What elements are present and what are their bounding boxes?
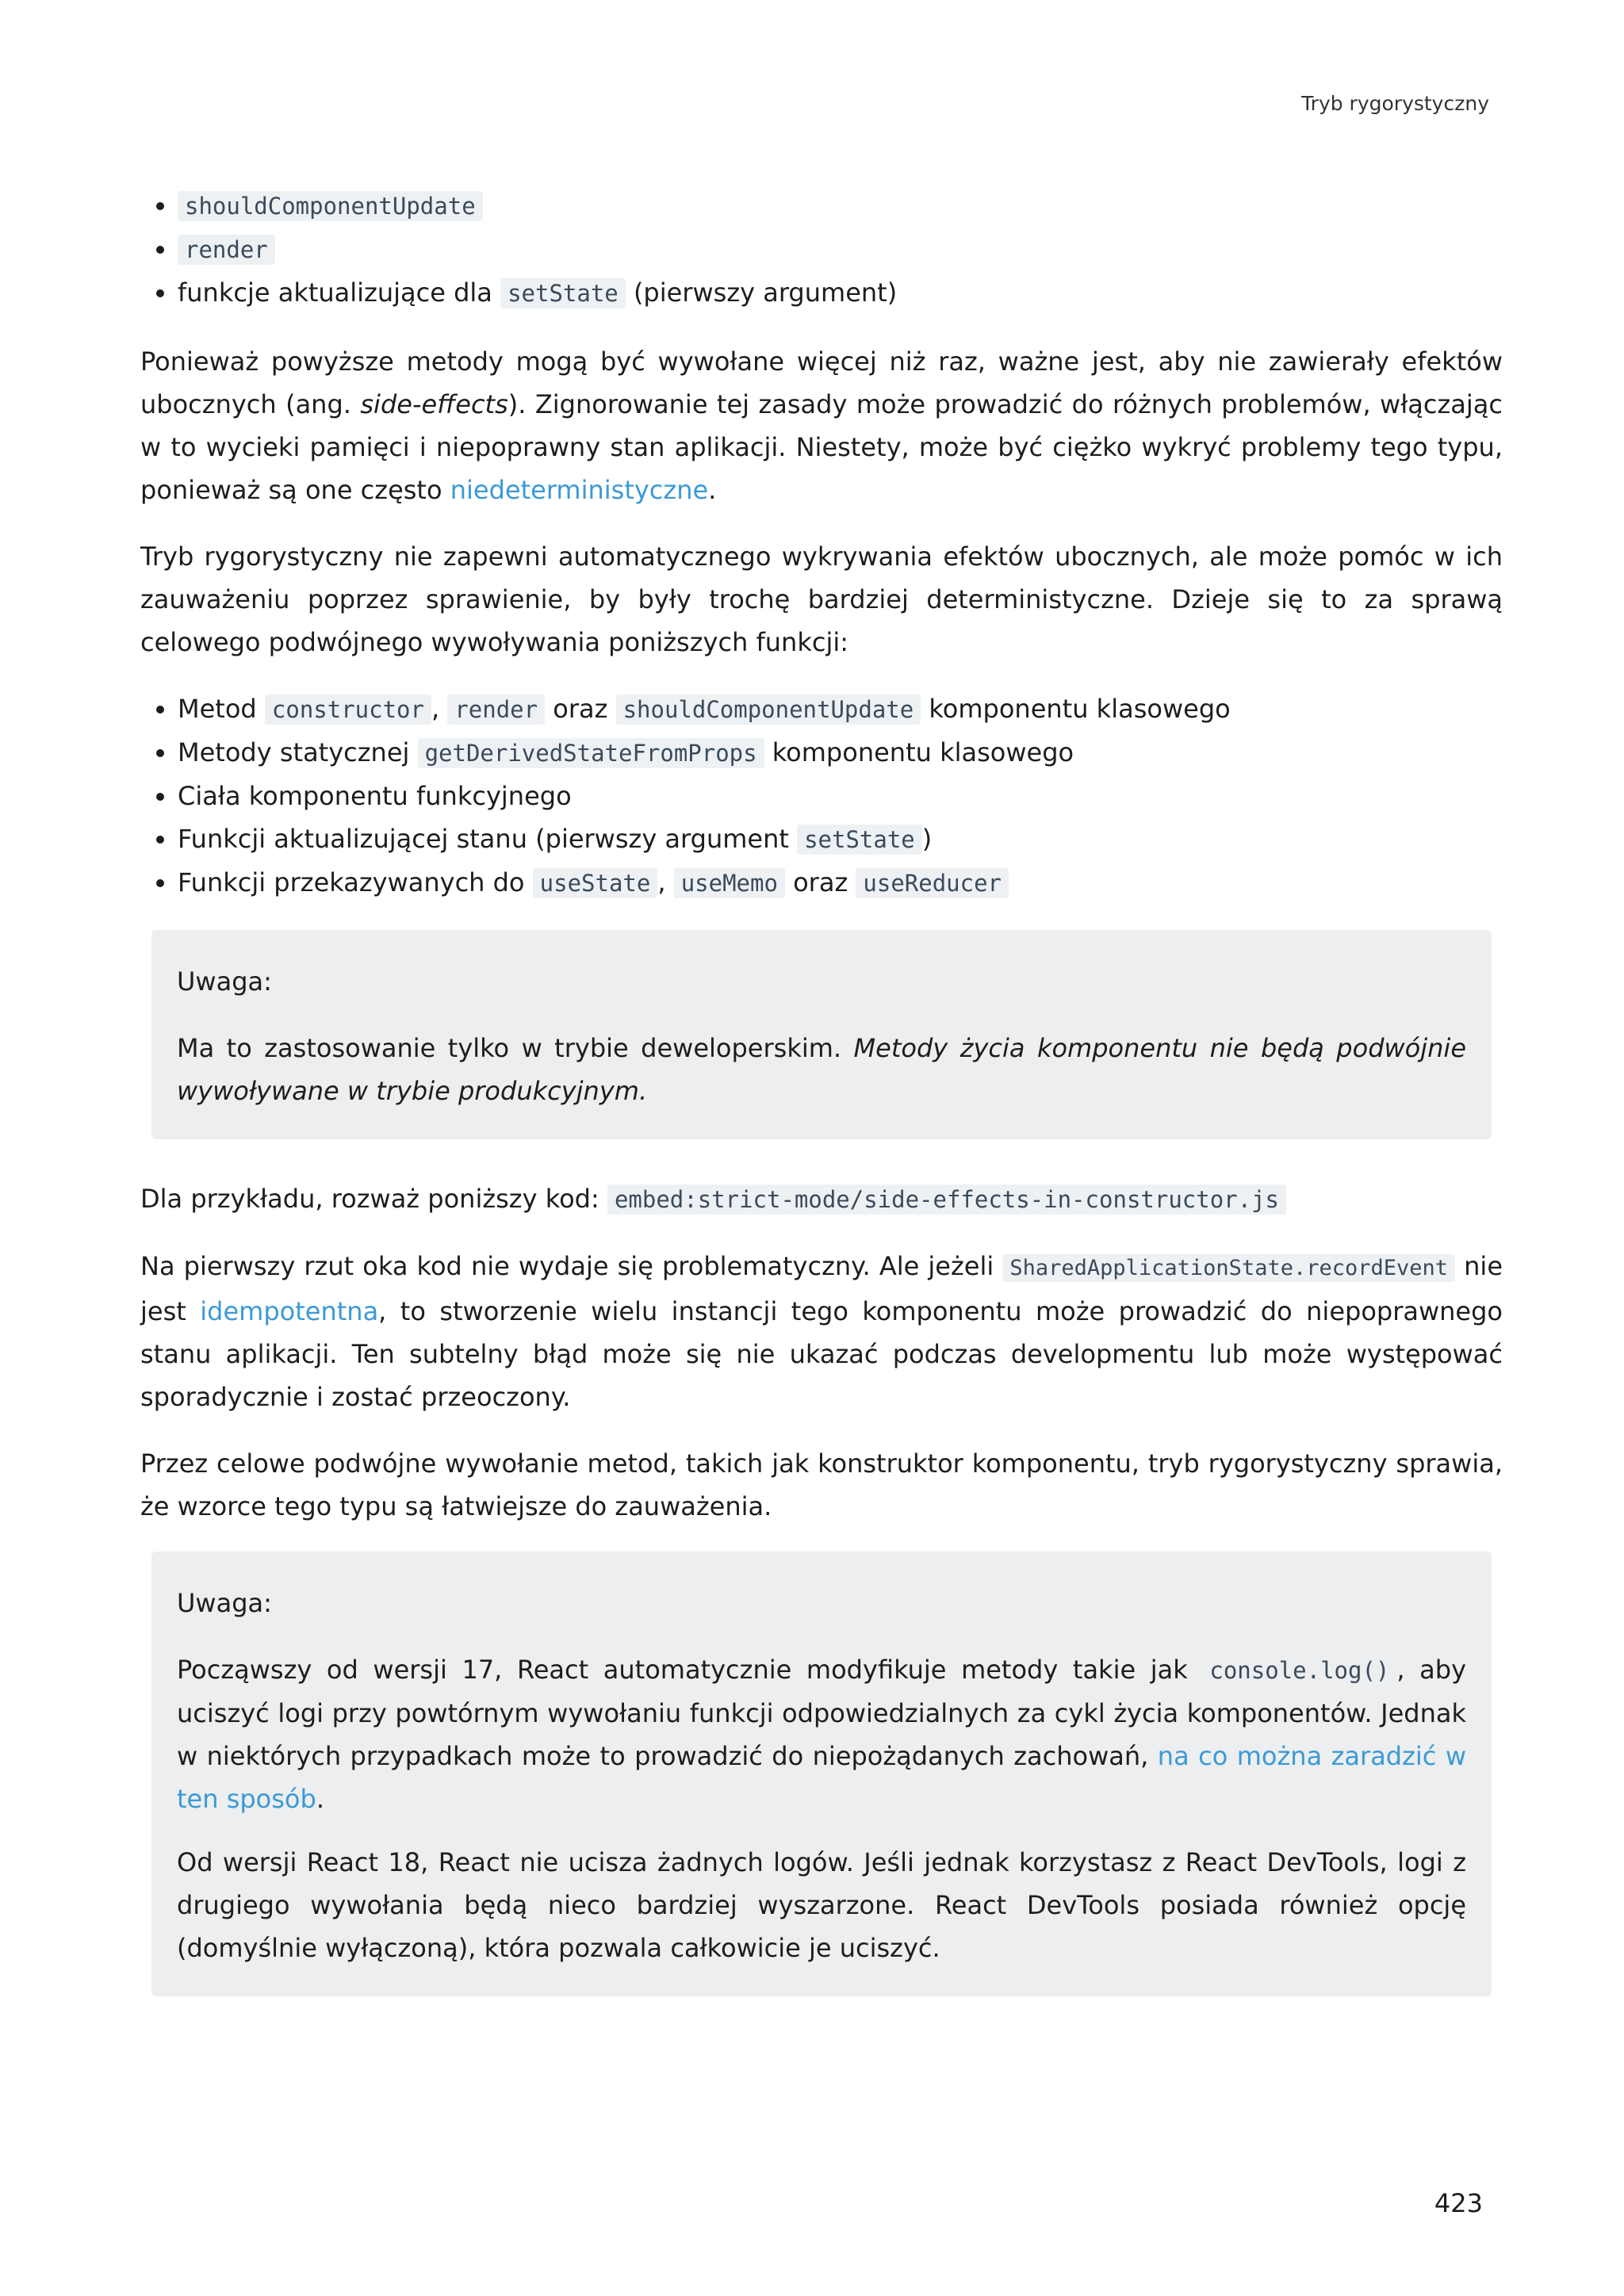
text: Ma to zastosowanie tylko w trybie deweloperskim. xyxy=(177,1033,854,1063)
paragraph: Przez celowe podwójne wywołanie metod, takich jak konstruktor komponentu, tryb rygorystyczny sprawia, że wzorce tego typu są łatwiejsze do zauważenia. xyxy=(140,1448,1503,1521)
text: oraz xyxy=(545,694,616,724)
inline-code: constructor xyxy=(265,695,431,725)
note-title: Uwaga: xyxy=(177,966,272,997)
list-item xyxy=(178,687,1503,731)
text: , xyxy=(431,694,448,724)
text: ) xyxy=(921,824,933,854)
list-item xyxy=(178,861,1503,905)
inline-code: shouldComponentUpdate xyxy=(616,695,921,725)
inline-code: useReducer xyxy=(856,868,1009,898)
text: komponentu klasowego xyxy=(921,694,1231,724)
page-content xyxy=(140,184,1503,2034)
link-na-co-mozna-zaradzic[interactable]: na co można zaradzić w ten sposób xyxy=(177,1741,1467,1814)
paragraph xyxy=(140,340,1503,511)
text: . xyxy=(316,1784,324,1814)
text: Na pierwszy rzut oka kod nie wydaje się problematyczny. Ale jeżeli xyxy=(140,1251,1003,1281)
inline-code: setState xyxy=(500,278,626,308)
text: komponentu klasowego xyxy=(764,737,1074,767)
text: , xyxy=(657,867,674,897)
inline-code: getDerivedStateFromProps xyxy=(418,738,764,768)
inline-code: render xyxy=(178,235,275,265)
note-paragraph xyxy=(177,1648,1466,1820)
lifecycle-list xyxy=(140,184,1503,315)
text: Metody statycznej xyxy=(178,737,418,767)
text: Dla przykładu, rozważ poniższy kod: xyxy=(140,1184,607,1214)
inline-code: useState xyxy=(533,868,658,898)
text: Metod xyxy=(178,694,265,724)
inline-code: render xyxy=(447,695,545,725)
text: , aby uciszyć logi przy powtórnym wywołaniu funkcji odpowiedzialnych za cykl życia komponentów. Jednak w niektórych przypadkach może to prowadzić do niepożądanych zachowań, xyxy=(177,1655,1467,1771)
text: Począwszy od wersji 17, React automatycznie modyfikuje metody takie jak xyxy=(177,1655,1203,1685)
inline-code: console.log() xyxy=(1209,1657,1390,1684)
inline-code: setState xyxy=(797,825,922,855)
paragraph xyxy=(140,1245,1503,1418)
link-niedeterministyczne[interactable]: niedeterministyczne xyxy=(450,475,709,505)
emphasis: Metody życia komponentu nie będą podwójnie wywoływane w trybie produkcyjnym. xyxy=(177,1033,1467,1106)
text: Funkcji aktualizującej stanu (pierwszy argument xyxy=(178,824,798,854)
text: (pierwszy argument) xyxy=(625,277,898,308)
inline-code: shouldComponentUpdate xyxy=(178,191,483,221)
inline-code: useMemo xyxy=(674,868,785,898)
inline-code: embed:strict-mode/side-effects-in-constructor.js xyxy=(607,1184,1286,1215)
paragraph xyxy=(140,1177,1503,1221)
text: Funkcji przekazywanych do xyxy=(178,867,533,897)
text: nie jest xyxy=(140,1251,1503,1326)
note-title: Uwaga: xyxy=(177,1588,272,1618)
page-number: 423 xyxy=(1434,2188,1483,2218)
text: , to stworzenie wielu instancji tego komponentu może prowadzić do niepoprawnego stanu aplikacji. Ten subtelny błąd może się nie ukazać podczas developmentu lub może występować sporadycznie i zostać przeoczony. xyxy=(140,1296,1503,1412)
list-item xyxy=(178,731,1503,775)
list-item xyxy=(178,184,1503,228)
note-box xyxy=(151,1552,1492,1996)
list-item xyxy=(178,271,1503,315)
paragraph: Tryb rygorystyczny nie zapewni automatycznego wykrywania efektów ubocznych, ale może pomóc w ich zauważeniu poprzez sprawienie, by były trochę bardziej deterministyczne. Dzieje się to za sprawą celowego podwójnego wywoływania poniższych funkcji: xyxy=(140,541,1503,657)
list-item xyxy=(178,228,1503,271)
text: oraz xyxy=(784,867,856,897)
note-paragraph: Od wersji React 18, React nie ucisza żadnych logów. Jeśli jednak korzystasz z React DevTools, logi z drugiego wywołania będą nieco bardziej wyszarzone. React DevTools posiada również opcję (domyślnie wyłączoną), która pozwala całkowicie je uciszyć. xyxy=(177,1847,1466,1963)
link-idempotentna[interactable]: idempotentna xyxy=(200,1296,379,1326)
text: ). Zignorowanie tej zasady może prowadzić do różnych problemów, włączając w to wycieki pamięci i niepoprawny stan aplikacji. Niestety, może być ciężko wykryć problemy tego typu, ponieważ są one często xyxy=(140,389,1503,505)
text: . xyxy=(708,475,717,505)
emphasis: side-effects xyxy=(360,389,508,419)
list-item xyxy=(178,817,1503,861)
text: funkcje aktualizujące dla xyxy=(178,277,501,308)
list-item: • Ciała komponentu funkcyjnego xyxy=(178,775,1503,817)
double-invoke-list xyxy=(140,687,1503,905)
note-box xyxy=(151,930,1492,1139)
running-header: Tryb rygorystyczny xyxy=(1301,92,1489,115)
note-paragraph xyxy=(177,1027,1466,1112)
text: Ponieważ powyższe metody mogą być wywołane więcej niż raz, ważne jest, aby nie zawierały efektów ubocznych (ang. xyxy=(140,346,1503,419)
inline-code: SharedApplicationState.recordEvent xyxy=(1002,1254,1455,1282)
